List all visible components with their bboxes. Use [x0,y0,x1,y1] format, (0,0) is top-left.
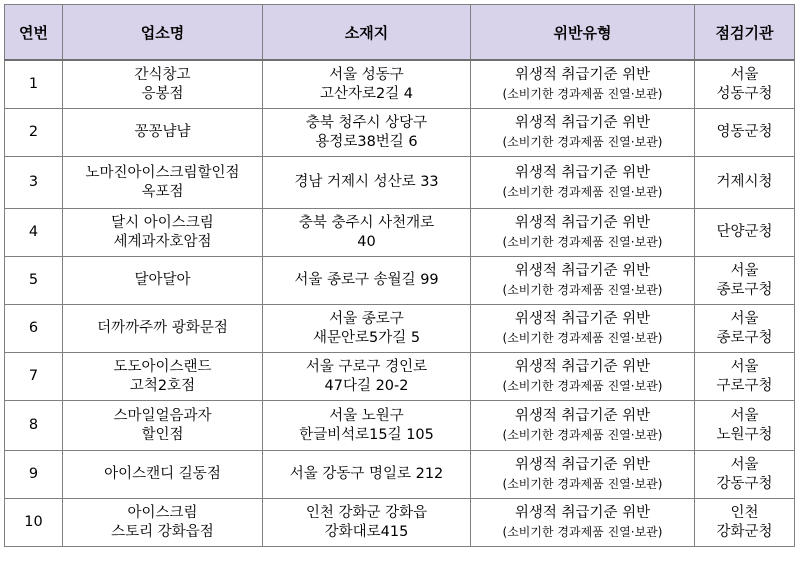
cell-violation-type [471,109,695,157]
header-violation-type: 위반유형 [471,5,695,61]
cell-address-line: 서울 강동구 명일로 212 [289,466,444,482]
cell-inspection-agency-line: 종로구청 [716,329,773,346]
cell-violation-type-line: 위생적 취급기준 위반 [514,358,651,375]
cell-business-name-line: 세계과자호암점 [113,233,212,250]
cell-address [263,209,471,257]
cell-violation-type-line: 위생적 취급기준 위반 [514,164,651,181]
table-row [5,451,795,499]
cell-business-name-line: 노마진아이스크림할인점 [85,164,240,181]
cell-address [263,109,471,157]
cell-address [263,401,471,451]
cell-address [263,451,471,499]
cell-no: 3 [5,157,63,209]
cell-inspection-agency [695,451,795,499]
cell-address [263,157,471,209]
cell-no: 10 [5,499,63,547]
cell-inspection-agency [695,157,795,209]
cell-business-name-line: 응봉점 [141,85,184,102]
cell-violation-type [471,451,695,499]
cell-address-line: 서울 노원구 [329,407,404,424]
cell-address-line: 강화대로415 [324,523,409,540]
cell-violation-type-line: (소비기한 경과제품 진열·보관) [502,134,663,149]
cell-inspection-agency-line: 강동구청 [716,475,773,492]
cell-address-line: 47다길 20-2 [324,377,409,394]
cell-violation-type [471,257,695,305]
cell-address-line: 서울 구로구 경인로 [305,358,428,375]
table-body [5,60,795,547]
cell-no: 9 [5,451,63,499]
cell-inspection-agency [695,499,795,547]
cell-address-line: 서울 종로구 [329,310,404,327]
cell-violation-type-line: 위생적 취급기준 위반 [514,214,651,231]
table-row [5,60,795,109]
cell-inspection-agency-line: 종로구청 [716,281,773,298]
cell-business-name [63,451,263,499]
cell-address-line: 용정로38번길 6 [315,133,418,150]
cell-inspection-agency [695,60,795,109]
cell-violation-type-line: 위생적 취급기준 위반 [514,66,651,83]
cell-address-line: 충북 충주시 사천개로 [298,214,435,231]
cell-address-line: 서울 종로구 송월길 99 [294,272,439,288]
cell-violation-type-line: (소비기한 경과제품 진열·보관) [502,378,663,393]
cell-business-name-line: 간식창고 [134,66,191,83]
cell-business-name-line: 스마일얼음과자 [113,407,212,424]
cell-business-name-line: 스토리 강화읍점 [111,523,214,540]
cell-address [263,353,471,401]
cell-inspection-agency-line: 노원구청 [716,426,773,443]
cell-violation-type [471,353,695,401]
cell-violation-type-line: 위생적 취급기준 위반 [514,114,651,131]
cell-inspection-agency [695,401,795,451]
cell-inspection-agency [695,305,795,353]
cell-violation-type-line: (소비기한 경과제품 진열·보관) [502,427,663,442]
cell-business-name-line: 달시 아이스크림 [111,214,214,231]
cell-no: 6 [5,305,63,353]
cell-violation-type-line: (소비기한 경과제품 진열·보관) [502,524,663,539]
cell-business-name-line: 도도아이스랜드 [113,358,212,375]
cell-inspection-agency-line: 인천 [730,504,759,521]
cell-business-name-line: 꽁꽁냠냠 [134,124,191,140]
header-address: 소재지 [263,5,471,61]
cell-address [263,60,471,109]
cell-no: 1 [5,60,63,109]
header-business-name: 업소명 [63,5,263,61]
cell-business-name [63,157,263,209]
cell-no: 2 [5,109,63,157]
cell-inspection-agency-line: 서울 [730,358,759,375]
cell-violation-type-line: 위생적 취급기준 위반 [514,262,651,279]
cell-inspection-agency-line: 영동군청 [716,124,773,140]
cell-address-line: 고산자로2길 4 [319,85,414,102]
cell-inspection-agency-line: 서울 [730,310,759,327]
cell-violation-type-line: 위생적 취급기준 위반 [514,456,651,473]
cell-business-name-line: 더까까주까 광화문점 [97,320,228,336]
cell-business-name-line: 옥포점 [141,183,184,200]
cell-inspection-agency-line: 서울 [730,66,759,83]
cell-violation-type-line: (소비기한 경과제품 진열·보관) [502,476,663,491]
cell-inspection-agency [695,109,795,157]
cell-violation-type-line: (소비기한 경과제품 진열·보관) [502,184,663,199]
table-header-row [5,5,795,61]
cell-inspection-agency-line: 성동구청 [716,85,773,102]
cell-inspection-agency [695,209,795,257]
cell-address-line: 인천 강화군 강화읍 [305,504,428,521]
cell-address [263,305,471,353]
table-row [5,353,795,401]
cell-business-name [63,499,263,547]
cell-no: 5 [5,257,63,305]
cell-violation-type-line: (소비기한 경과제품 진열·보관) [502,86,663,101]
cell-business-name-line: 달아달아 [134,272,191,288]
header-inspection-agency: 점검기관 [695,5,795,61]
cell-no: 4 [5,209,63,257]
cell-inspection-agency [695,257,795,305]
cell-address [263,257,471,305]
cell-violation-type-line: 위생적 취급기준 위반 [514,310,651,327]
cell-address-line: 40 [357,233,376,250]
cell-business-name [63,401,263,451]
cell-address-line: 경남 거제시 성산로 33 [294,174,439,190]
cell-inspection-agency [695,353,795,401]
cell-business-name [63,209,263,257]
cell-inspection-agency-line: 서울 [730,407,759,424]
cell-business-name-line: 고척2호점 [129,377,196,394]
cell-inspection-agency-line: 단양군청 [716,224,773,240]
cell-address-line: 충북 청주시 상당구 [305,114,428,131]
table-row [5,209,795,257]
cell-no: 7 [5,353,63,401]
cell-address-line: 서울 성동구 [329,66,404,83]
cell-violation-type-line: (소비기한 경과제품 진열·보관) [502,282,663,297]
cell-business-name [63,257,263,305]
cell-address-line: 한글비석로15길 105 [299,426,434,443]
cell-business-name-line: 아이스크림 [127,504,198,521]
cell-violation-type-line: 위생적 취급기준 위반 [514,407,651,424]
cell-inspection-agency-line: 서울 [730,262,759,279]
cell-violation-type-line: (소비기한 경과제품 진열·보관) [502,234,663,249]
cell-violation-type [471,499,695,547]
cell-violation-type-line: (소비기한 경과제품 진열·보관) [502,330,663,345]
cell-business-name [63,353,263,401]
cell-business-name-line: 할인점 [141,426,184,443]
cell-business-name [63,109,263,157]
cell-address [263,499,471,547]
cell-inspection-agency-line: 서울 [730,456,759,473]
cell-business-name-line: 아이스캔디 길동점 [104,466,221,482]
table-row [5,401,795,451]
violations-table [4,4,795,547]
cell-address-line: 새문안로5가길 5 [312,329,421,346]
cell-violation-type [471,401,695,451]
cell-violation-type [471,209,695,257]
header-no: 연번 [5,5,63,61]
table-row [5,305,795,353]
cell-violation-type-line: 위생적 취급기준 위반 [514,504,651,521]
cell-inspection-agency-line: 강화군청 [716,523,773,540]
cell-violation-type [471,157,695,209]
cell-business-name [63,60,263,109]
cell-inspection-agency-line: 구로구청 [716,377,773,394]
table-row [5,499,795,547]
cell-business-name [63,305,263,353]
table-row [5,109,795,157]
table-row [5,257,795,305]
cell-violation-type [471,60,695,109]
table-row [5,157,795,209]
cell-inspection-agency-line: 거제시청 [716,174,773,190]
cell-violation-type [471,305,695,353]
cell-no: 8 [5,401,63,451]
